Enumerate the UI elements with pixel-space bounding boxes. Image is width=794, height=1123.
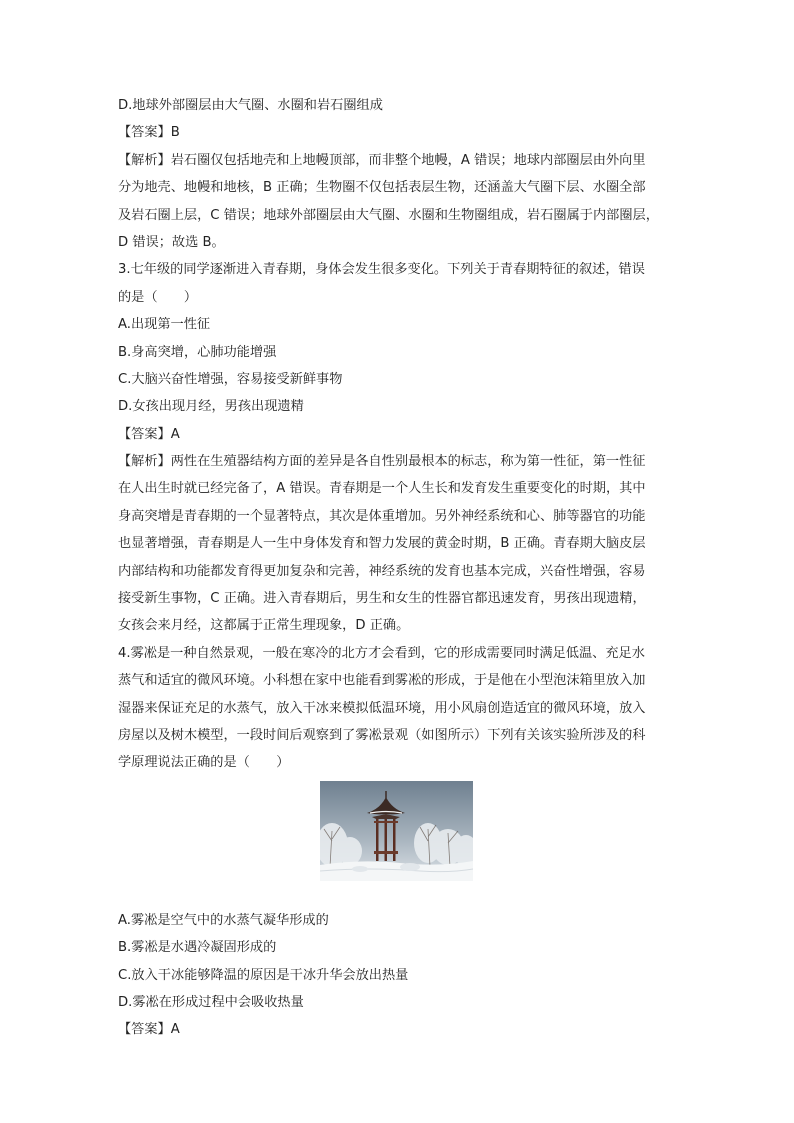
q2-analysis-line: 分为地壳、地幔和地核，B 正确；生物圈不仅包括表层生物，还涵盖大气圈下层、水圈全部	[118, 180, 646, 196]
document-page	[118, 92, 678, 1044]
rime-pavilion-photo	[320, 781, 473, 881]
q2-analysis-line: 【解析】岩石圈仅包括地壳和上地幔顶部，而非整个地幔，A 错误；地球内部圈层由外向里	[118, 152, 646, 168]
rime-pavilion-figure	[118, 781, 678, 901]
q3-answer: 【答案】A	[118, 426, 180, 442]
q4-stem-line: 4.雾凇是一种自然景观，一般在寒冷的北方才会看到，它的形成需要同时满足低温、充足水	[118, 645, 645, 661]
q2-analysis-line: D 错误；故选 B。	[118, 234, 225, 250]
q3-analysis-line: 【解析】两性在生殖器结构方面的差异是各自性别最根本的标志，称为第一性征，第一性征	[118, 454, 646, 470]
q2-answer: 【答案】B	[118, 125, 180, 141]
q3-option-d: D.女孩出现月经，男孩出现遗精	[118, 399, 304, 415]
q4-answer: 【答案】A	[118, 1022, 180, 1038]
q4-option-a: A.雾凇是空气中的水蒸气凝华形成的	[118, 912, 329, 928]
q4-stem-line: 房屋以及树木模型，一段时间后观察到了雾凇景观（如图所示）下列有关该实验所涉及的科	[118, 727, 646, 743]
q3-analysis-line: 接受新生事物，C 正确。进入青春期后，男生和女生的性器官都迅速发育，男孩出现遗精，	[118, 591, 646, 607]
q3-stem-line: 3.七年级的同学逐渐进入青春期，身体会发生很多变化。下列关于青春期特征的叙述，错误	[118, 262, 645, 278]
q2-option-d: D.地球外部圈层由大气圈、水圈和岩石圈组成	[118, 98, 383, 113]
q4-stem-line: 蒸气和适宜的微风环境。小科想在家中也能看到雾凇的形成，于是他在小型泡沫箱里放入加	[118, 673, 646, 689]
q4-option-b: B.雾凇是水遇冷凝固形成的	[118, 940, 277, 956]
q3-stem-line: 的是（ ）	[118, 289, 198, 305]
q3-analysis-line: 内部结构和功能都发育得更加复杂和完善，神经系统的发育也基本完成，兴奋性增强，容易	[118, 563, 646, 579]
q4-option-c: C.放入干冰能够降温的原因是干冰升华会放出热量	[118, 967, 409, 983]
q3-analysis-line: 在人出生时就已经完备了，A 错误。青春期是一个人生长和发育发生重要变化的时期，其中	[118, 481, 646, 497]
q2-analysis-line: 及岩石圈上层，C 错误；地球外部圈层由大气圈、水圈和生物圈组成，岩石圈属于内部圈层，	[118, 207, 659, 223]
q3-analysis-line: 身高突增是青春期的一个显著特点，其次是体重增加。另外神经系统和心、肺等器官的功能	[118, 508, 646, 524]
q4-stem-line: 学原理说法正确的是（ ）	[118, 755, 290, 771]
q3-analysis-line: 女孩会来月经，这都属于正常生理现象，D 正确。	[118, 618, 410, 634]
q3-option-a: A.出现第一性征	[118, 317, 211, 333]
q4-option-d: D.雾凇在形成过程中会吸收热量	[118, 994, 304, 1010]
q3-option-c: C.大脑兴奋性增强，容易接受新鲜事物	[118, 371, 343, 387]
q4-stem-line: 湿器来保证充足的水蒸气，放入干冰来模拟低温环境，用小风扇创造适宜的微风环境，放入	[118, 700, 646, 716]
q3-option-b: B.身高突增，心肺功能增强	[118, 344, 277, 360]
q3-analysis-line: 也显著增强，青春期是人一生中身体发育和智力发展的黄金时期，B 正确。青春期大脑皮层	[118, 536, 646, 552]
